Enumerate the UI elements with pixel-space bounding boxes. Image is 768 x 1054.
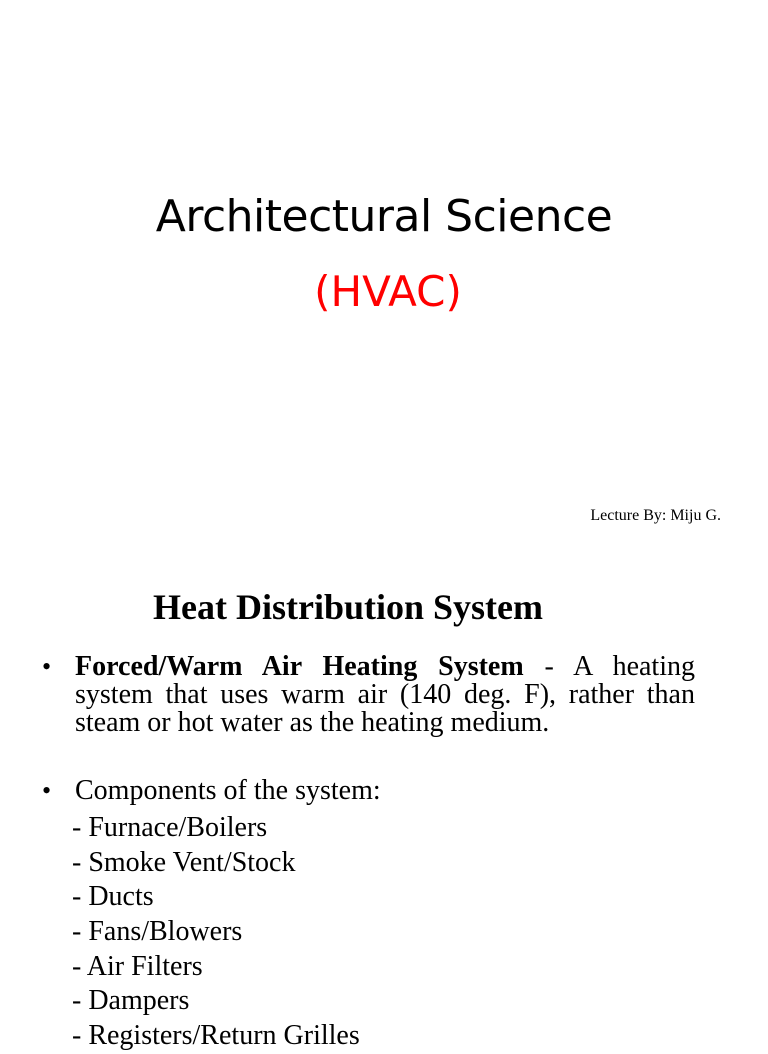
slide-subtitle: (HVAC) xyxy=(314,267,462,316)
bullet-definition: - A heating system that uses warm air (140 deg. F), rather than steam or hot water as the heating medium. xyxy=(75,651,695,738)
bullet-forced-air xyxy=(75,653,695,737)
bullet-components: Components of the system: xyxy=(75,775,381,806)
list-item: - Air Filters xyxy=(72,950,203,982)
list-item: - Ducts xyxy=(72,881,154,913)
bullet-term: Forced/Warm Air Heating System xyxy=(75,651,524,682)
slide-title: Architectural Science xyxy=(155,191,613,242)
components-list xyxy=(72,811,360,1054)
list-item: - Registers/Return Grilles xyxy=(72,1020,360,1052)
bullet-marker: • xyxy=(42,776,52,805)
bullet-marker: • xyxy=(42,652,52,681)
list-item: - Fans/Blowers xyxy=(72,916,243,948)
lecturer-credit: Lecture By: Miju G. xyxy=(590,507,721,524)
section-heading: Heat Distribution System xyxy=(153,587,543,627)
list-item: - Dampers xyxy=(72,985,190,1017)
list-item: - Furnace/Boilers xyxy=(72,812,268,843)
content-slide xyxy=(0,560,768,1052)
list-item: - Smoke Vent/Stock xyxy=(72,846,296,878)
